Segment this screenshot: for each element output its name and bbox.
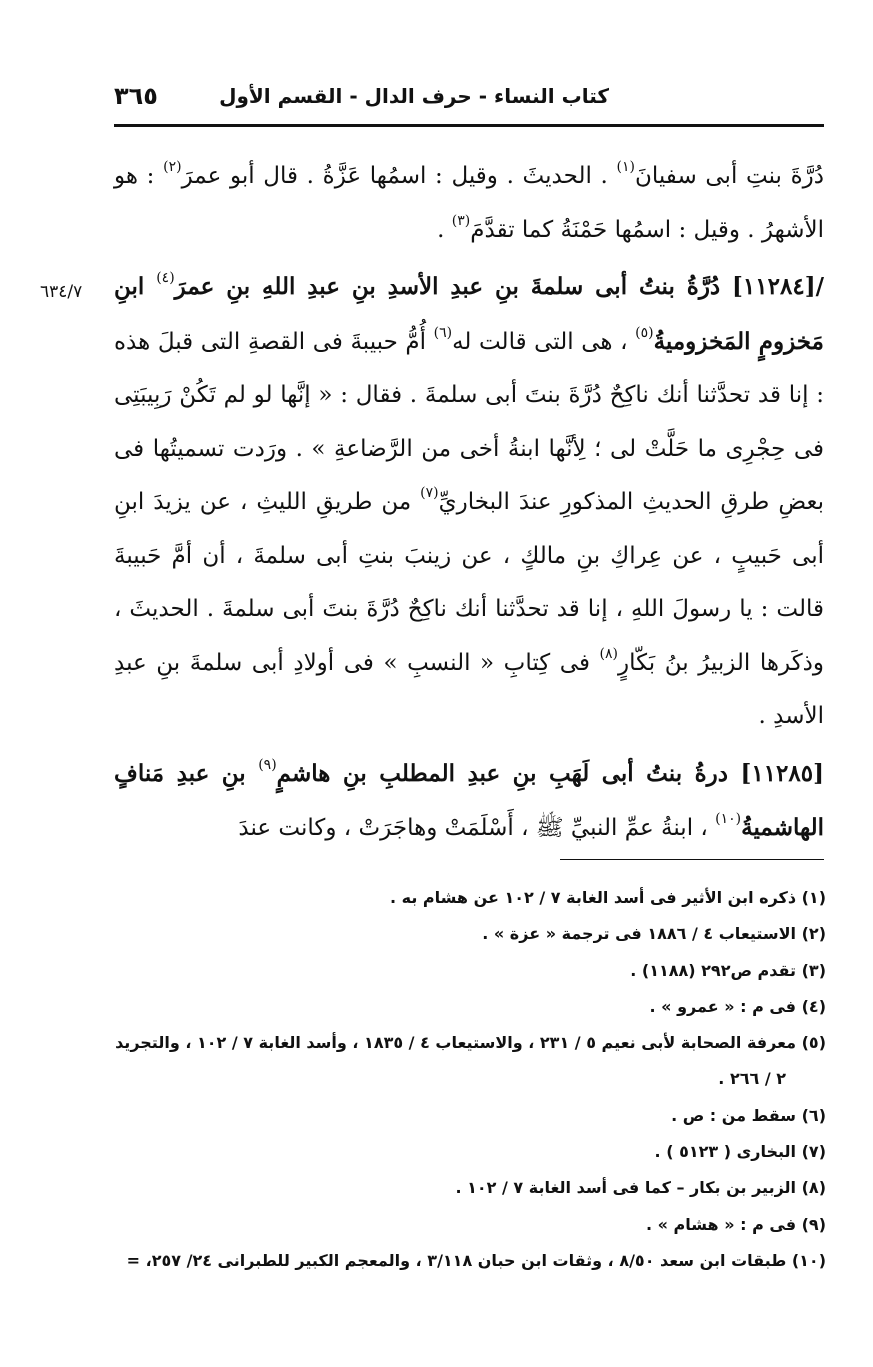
main-text: [114, 150, 824, 856]
text-run: .: [437, 216, 452, 243]
footnote-mark: (٥): [635, 324, 654, 341]
footnote-mark: (٤): [156, 270, 175, 286]
footnote-7: (٧) البخارى ( ٥١٢٣ ) .: [654, 1142, 826, 1162]
text-run: أُمُّ حبيبةَ فى القصةِ التى قبلَ هذه : إنا قد تحدَّثنا أنك ناكِحٌ دُرَّةَ بنتَ أبى سلمةَ . فقال : « إنَّها لو لم تَكُنْ رَبِيبَتِى فى حِجْرِى ما حَلَّتْ لى ؛ لِأنَّها ابنةُ أخى من الرَّضاعةِ » . ورَدت تسميتُها فى بعضِ طرقِ الحديثِ المذكورِ عندَ البخاريِّ: [114, 328, 824, 515]
footnote-2: (٢) الاستيعاب ٤ / ١٨٨٦ فى ترجمة « عزة » .: [482, 924, 826, 944]
footnote-mark: (١٠): [715, 811, 742, 827]
page-number: ٣٦٥: [114, 82, 158, 110]
footnotes: [114, 880, 826, 1279]
footnote-mark: (٦): [433, 324, 453, 341]
entry-11284: [114, 260, 824, 744]
footnote-5: (٥) معرفة الصحابة لأبى نعيم ٥ / ٢٣١ ، والاستيعاب ٤ / ١٨٣٥ ، وأسد الغابة ٧ / ١٠٢ ، والتجريد: [115, 1033, 826, 1053]
text-run: : هو الأشهرُ . وقيل : اسمُها حَمْنَةُ كما تقدَّمَ: [114, 163, 824, 243]
text-run: من طريقِ الليثِ ، عن يزيدَ ابنِ أبى حَبيبٍ ، عن عِراكِ بنِ مالكٍ ، عن زينبَ بنتِ أبى سلمةَ ، أن أمَّ حَبيبةَ قالت : يا رسولَ اللهِ ، إنا قد تحدَّثنا أنك ناكِحٌ دُرَّةَ بنتَ أبى سلمةَ . الحديثَ ، وذكَرها الزبيرُ بنُ بَكّارٍ: [114, 489, 824, 676]
text-run: ، هى التى قالت له: [452, 328, 636, 355]
text-run: دُرَّةَ بنتِ أبى سفيانَ: [634, 163, 825, 189]
footnote-mark: (٧): [420, 485, 439, 501]
entry-heading-cont: ابنِ مَخزومٍ المَخزوميةُ: [114, 273, 824, 355]
running-title: كتاب النساء - حرف الدال - القسم الأول: [219, 84, 609, 108]
footnote-3: (٣) تقدم ص٢٩٢ (١١٨٨) .: [630, 960, 826, 980]
text-run: . الحديثَ . وقيل : اسمُها عَزَّةُ . قال أبو عمرَ: [181, 163, 617, 189]
entry-heading: /[١١٢٨٤] دُرَّةُ بنتُ أبى سلمةَ بنِ عبدِ الأسدِ بنِ عبدِ اللهِ بنِ عمرَ: [174, 273, 824, 300]
footnote-9: (٩) فى م : « هشام » .: [645, 1214, 826, 1234]
margin-reference: ٦٣٤/٧: [40, 282, 83, 302]
footnote-4: (٤) فى م : « عمرو » .: [649, 996, 826, 1016]
footnote-10: (١٠) طبقات ابن سعد ٨/٥٠ ، وثقات ابن حبان ٣/١١٨ ، والمعجم الكبير للطبرانى ٢٤/ ٢٥٧، =: [126, 1250, 826, 1270]
paragraph-durra-abi-sufyan: [114, 150, 824, 257]
entry-11285: [114, 747, 824, 856]
footnote-1: (١) ذكره ابن الأثير فى أسد الغابة ٧ / ١٠٢ عن هشام به .: [389, 888, 826, 907]
footnote-mark: (٣): [451, 212, 471, 229]
header-rule: [114, 124, 824, 127]
footnote-8: (٨) الزبير بن بكار – كما فى أسد الغابة ٧ / ١٠٢ .: [455, 1178, 826, 1198]
entry-heading: [١١٢٨٥] درةُ بنتُ أبى لَهَبِ بنِ عبدِ المطلبِ بنِ هاشمٍ: [276, 759, 824, 787]
text-run: ، ابنةُ عمِّ النبيِّ ﷺ ، أَسْلَمَتْ وهاجَرَتْ ، وكانت عندَ: [238, 815, 716, 841]
footnote-6: (٦) سقط من : ص .: [671, 1105, 826, 1125]
text-run: فى كِتابِ « النسبِ » فى أولادِ أبى سلمةَ بنِ عبدِ الأسدِ .: [114, 649, 824, 729]
footnote-mark: (٨): [599, 645, 618, 662]
footnote-mark: (١): [616, 159, 635, 175]
footnote-rule: [560, 859, 824, 860]
page-header: [114, 84, 824, 116]
footnote-mark: (٢): [163, 159, 182, 175]
footnote-mark: (٩): [258, 756, 277, 773]
entry-heading-cont: بنِ عبدِ مَنافٍ الهاشميةُ: [114, 759, 824, 841]
footnote-5-continued: ٢ / ٢٦٦ .: [718, 1069, 786, 1089]
